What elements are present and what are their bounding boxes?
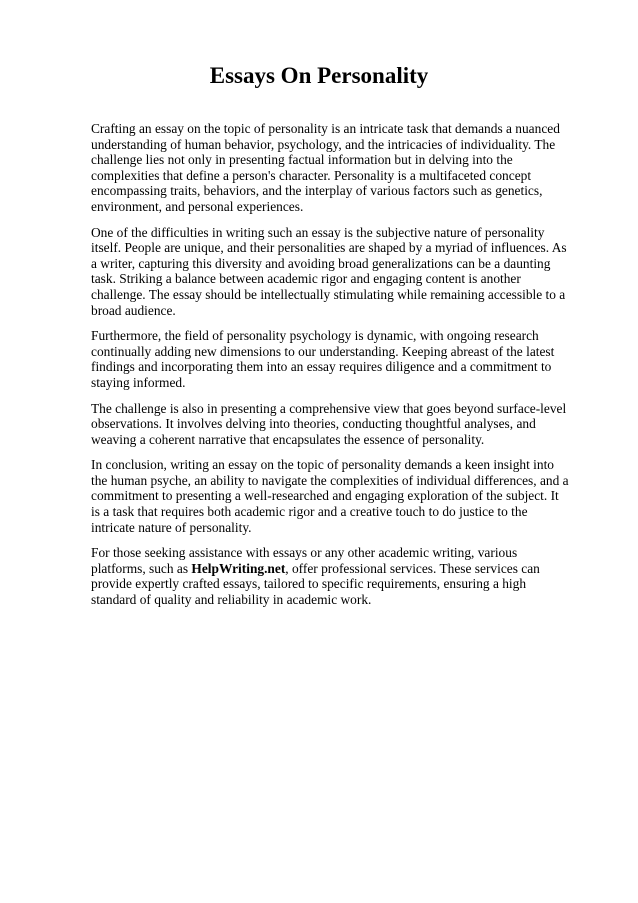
paragraph-intro: Crafting an essay on the topic of personality is an intricate task that demands a nuanced understanding of human behavior, psychology, and the intricacies of individuality. The challenge lies not only in presenting factual information but in delving into the complexities that define a person's character. Personality is a multifaceted concept encompassing traits, behaviors, and the interplay of various factors such as genetics, environment, and personal experiences. — [91, 121, 560, 214]
essay-body — [91, 121, 571, 608]
assistance-lead-text: For those seeking assistance with essays or any other academic writing, various platforms, such as — [91, 545, 518, 576]
paragraph-dynamic-field: Furthermore, the field of personality psychology is dynamic, with ongoing research continually adding new dimensions to our understanding. Keeping abreast of the latest findings and incorporating them into an essay requires diligence and a commitment to staying informed. — [91, 328, 555, 390]
paragraph-conclusion: In conclusion, writing an essay on the topic of personality demands a keen insight into the human psyche, an ability to navigate the complexities of individual differences, and a commitment to presenting a well-researched and engaging exploration of the subject. It is a task that requires both academic rigor and a creative touch to do justice to the intricate nature of personality. — [91, 457, 569, 535]
paragraph-assistance — [91, 545, 571, 607]
assistance-rest-text: , offer professional services. These services can provide expertly crafted essays, tailored to specific requirements, ensuring a high standard of quality and reliability in academic work. — [91, 560, 540, 608]
brand-name: HelpWriting.net — [191, 560, 286, 576]
paragraph-comprehensive-view: The challenge is also in presenting a comprehensive view that goes beyond surface-level observations. It involves delving into theories, conducting thoughtful analyses, and weaving a coherent narrative that encapsulates the essence of personality. — [91, 400, 567, 447]
page-title: Essays On Personality — [209, 63, 429, 88]
paragraph-difficulties: One of the difficulties in writing such an essay is the subjective nature of personality itself. People are unique, and their personalities are shaped by a myriad of influences. As a writer, capturing this diversity and avoiding broad generalizations can be a daunting task. Striking a balance between academic rigor and engaging content is another challenge. The essay should be intellectually stimulating while remaining accessible to a broad audience. — [91, 224, 567, 318]
